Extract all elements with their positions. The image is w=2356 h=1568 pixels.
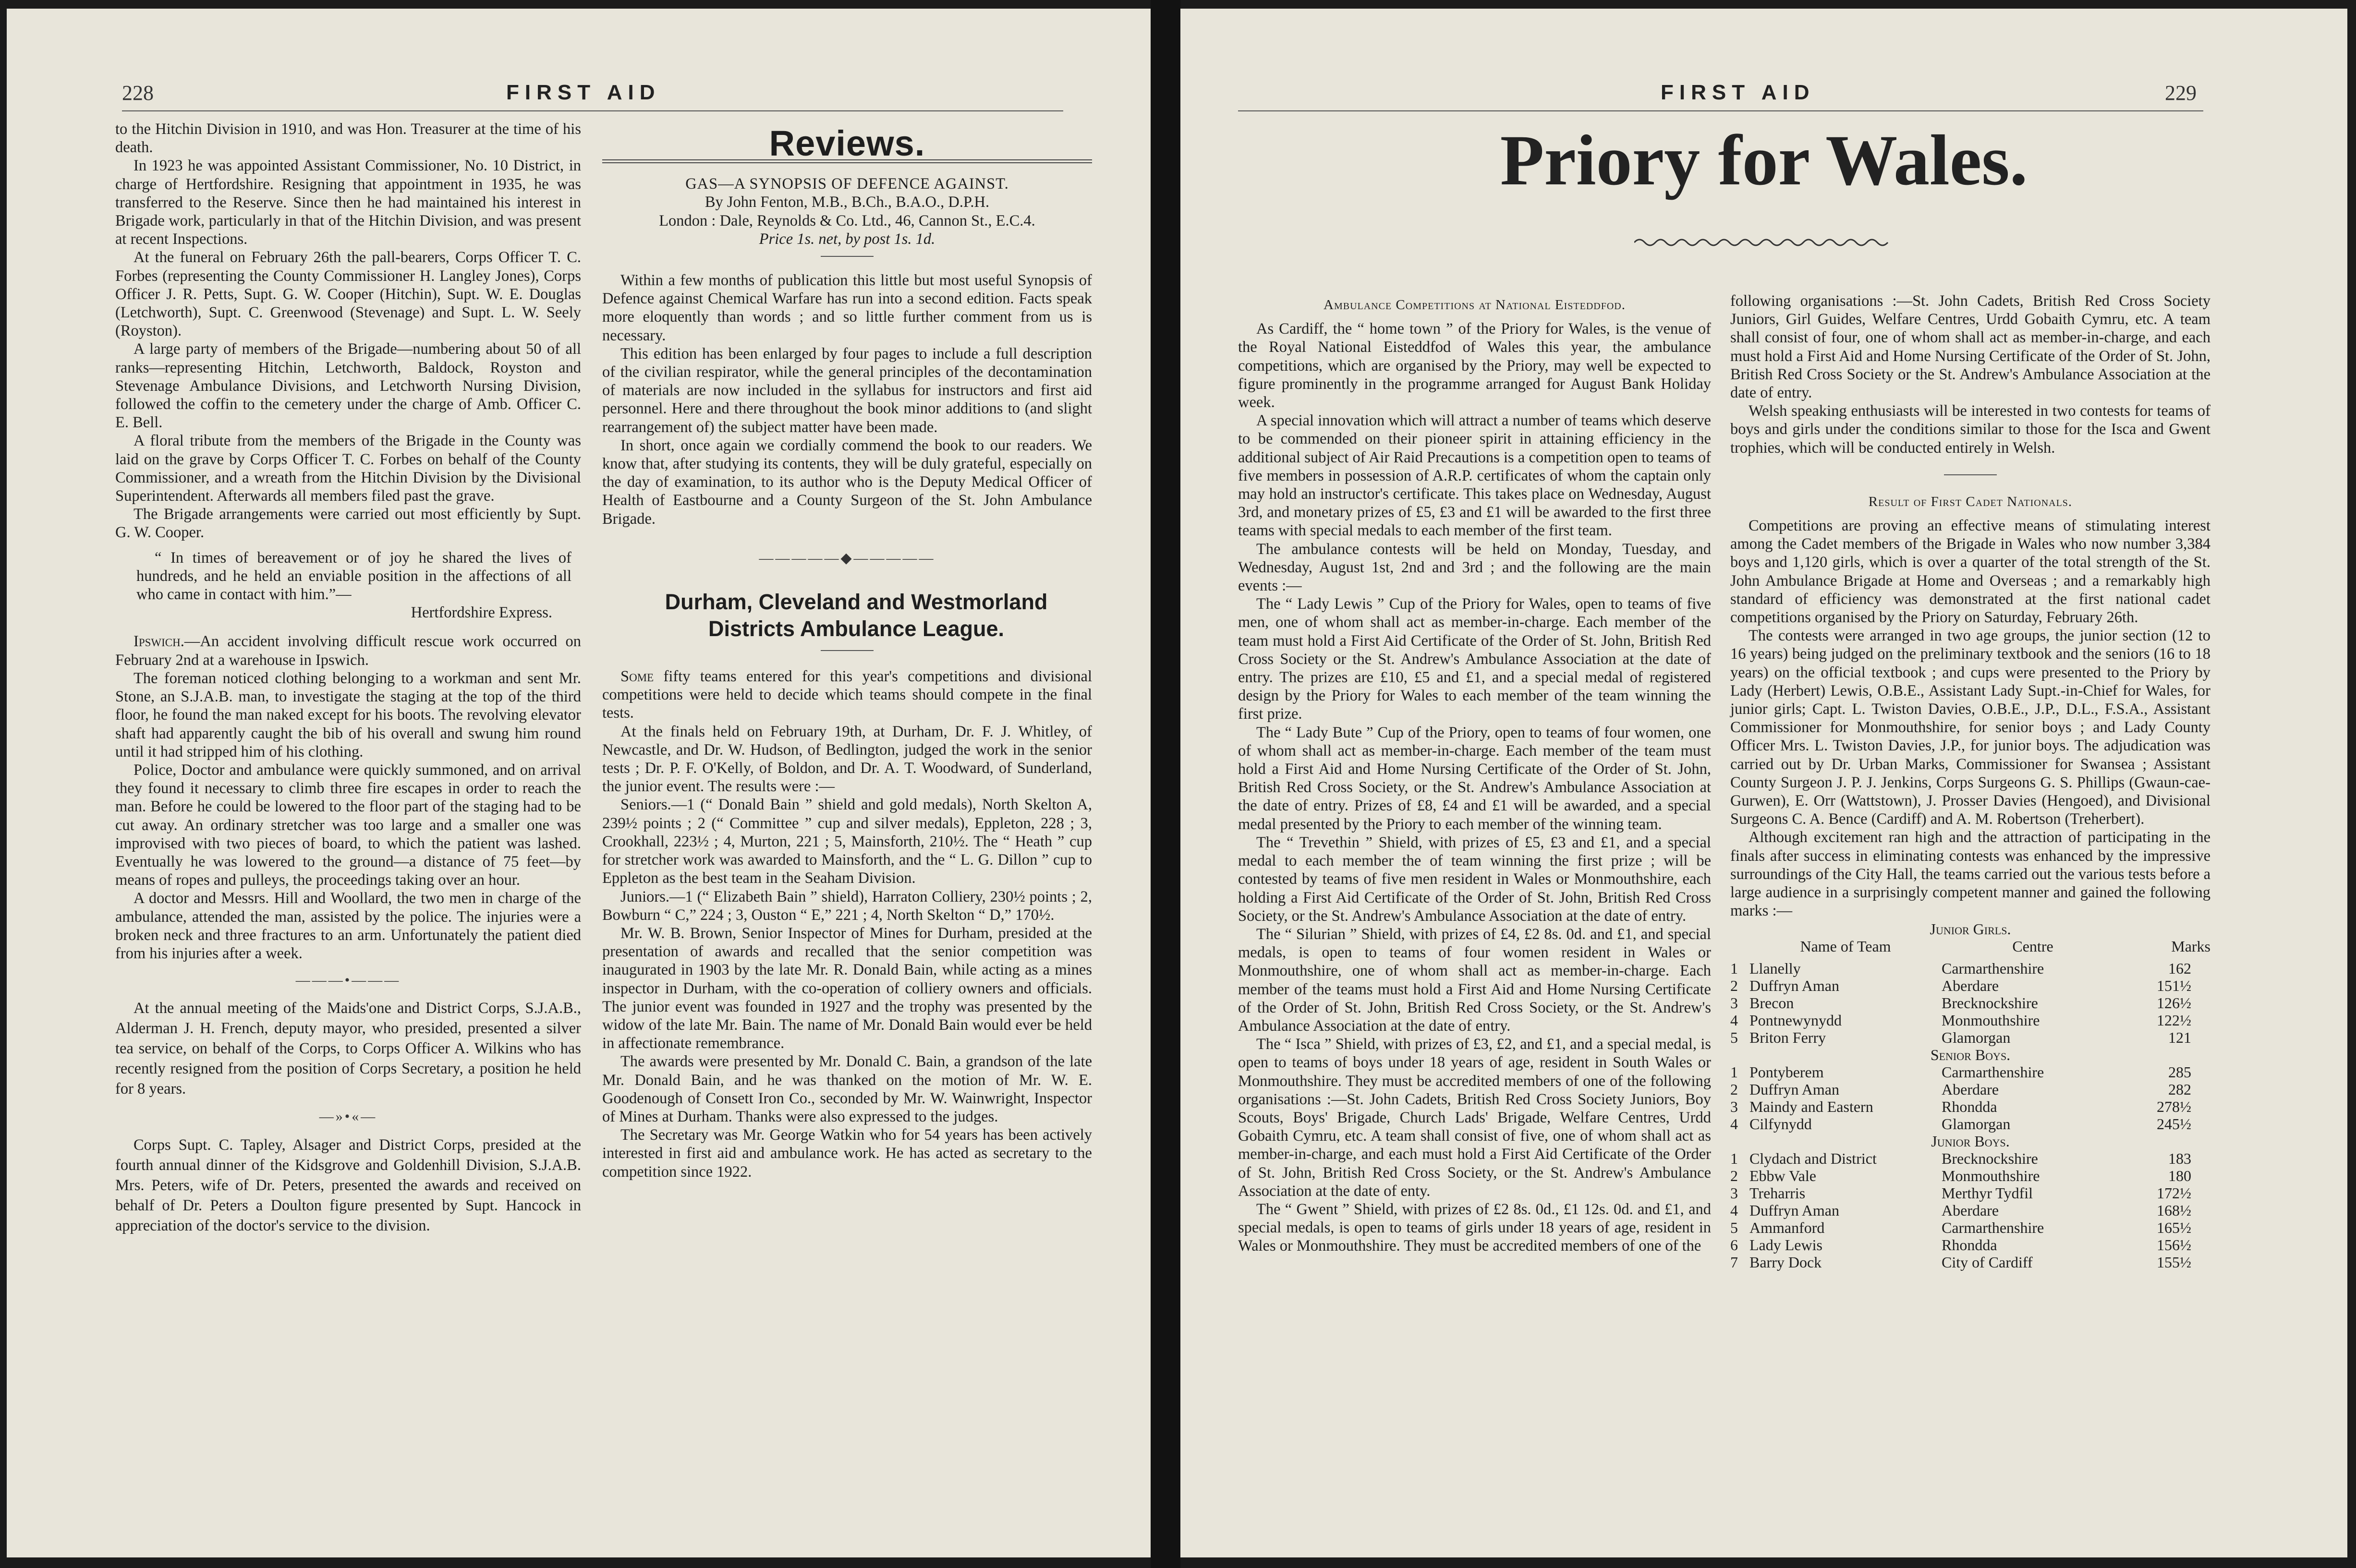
table-row: 4 Duffryn Aman Aberdare 168½ xyxy=(1730,1201,2191,1219)
table-row: 2 Duffryn Aman Aberdare 282 xyxy=(1730,1080,2191,1098)
group-label: Junior Girls. xyxy=(1930,920,2011,938)
table-row: 5 Ammanford Carmarthenshire 165½ xyxy=(1730,1218,2191,1236)
book-author: By John Fenton, M.B., B.Ch., B.A.O., D.P.H. xyxy=(704,193,990,211)
group-label: Senior Boys. xyxy=(1930,1046,2011,1063)
left-column-2 xyxy=(602,123,1092,1181)
paragraph: The ambulance contests will be held on Monday, Tuesday, and Wednesday, August 1st, 2nd and 3rd ; and the following are the main events :— xyxy=(1238,540,1711,595)
tapley-paragraph: Corps Supt. C. Tapley, Alsager and District Corps, presided at the fourth annual dinner of the Kidsgrove and Goldenhill Division, S.J.A.B. Mrs. Peters, wife of Dr. Peters, presented the awards and received on behalf of Dr. Peters a Doulton figure presented by Supt. Hancock in appreciation of the doctor's service to the division. xyxy=(115,1136,581,1234)
divider-ornament: ———•——— xyxy=(295,972,401,989)
short-rule xyxy=(821,650,874,651)
book-publisher: London : Dale, Reynolds & Co. Ltd., 46, Cannon St., E.C.4. xyxy=(659,212,1035,229)
obituary-quote: “ In times of bereavement or of joy he shared the lives of hundreds, and he held an enviable position in the affections of all who came in contact with him.”— xyxy=(136,549,571,603)
results-table xyxy=(1730,920,2210,1271)
table-row: 4 Pontnewynydd Monmouthshire 122½ xyxy=(1730,1011,2191,1029)
book-title: GAS—A SYNOPSIS OF DEFENCE AGAINST. xyxy=(685,175,1009,193)
paragraph: The “ Isca ” Shield, with prizes of £3, £2, and £1, and a special medal, is open to teams of boys under 18 years of age, resident in South Wales or Monmouthshire. They must be accredited members of one of the following organisations :—St. John Cadets, British Red Cross Society Juniors, Boy Scouts, Boys' Brigade, Church Lads' Brigade, Welfare Centres, Urdd Gobaith Cymru, etc. A team shall consist of five, one of whom shall act as member-in-charge, and each must hold a First Aid Certificate of the Order of St. John, British Red Cross Society, or the St. Andrew's Ambulance Association at the date of enty. xyxy=(1238,1036,1711,1200)
divider-ornament: —————◆————— xyxy=(759,550,935,566)
paragraph: At the funeral on February 26th the pall-bearers, Corps Officer T. C. Forbes (representing the County Commissioner H. Langley Jones), Corps Officer J. R. Petts, Supt. G. W. Cooper (Hitchin), Supt. W. E. Douglas (Letchworth), Supt. C. Greenwood (Stevenage) and Supt. L. W. Seely (Royston). xyxy=(115,249,581,340)
table-row: 1 Llanelly Carmarthenshire 162 xyxy=(1730,959,2191,977)
paragraph: The “ Lady Bute ” Cup of the Priory, open to teams of four women, one of whom shall act as member-in-charge. Each member of the team must hold a First Aid and Home Nursing Certificate of the Order of St. John, British Red Cross Society, or the St. Andrew's Ambulance Association at the date of entry. Prizes of £8, £4 and £1 will be awarded, and a special medal presented by the Priory to each member of the winning team. xyxy=(1238,724,1711,833)
reviews-title: Reviews. xyxy=(769,123,925,163)
paragraph: The Brigade arrangements were carried out most efficiently by Supt. G. W. Cooper. xyxy=(115,506,581,542)
league-paragraph: The Secretary was Mr. George Watkin who for 54 years has been actively interested in first aid and ambulance work. He has acted as secretary to the competition since 1922. xyxy=(602,1126,1092,1181)
paragraph: The contests were arranged in two age groups, the junior section (12 to 16 years) being judged on the preliminary textbook and the seniors (16 to 18 years) on the official textbook ; and cups were presented to the Priory by Lady (Herbert) Lewis, O.B.E., Assistant Lady Supt.-in-Chief for Wales, for junior girls; Capt. L. Twiston Davies, O.B.E., J.P., D.L., F.S.A., Assistant Commissioner for Monmouthshire, for senior boys ; and Lady County Officer Mrs. L. Twiston Davies, J.P., for junior boys. The adjudication was carried out by Dr. Urban Marks, Commissioner for Swansea ; Assistant County Surgeon J. P. J. Jenkins, Corps Surgeons G. S. Phillips (Gwaun-cae-Gurwen), E. Orr (Wattstown), J. Prosser Davies (Hengoed), and Divisional Surgeons C. A. Bence (Cardiff) and A. M. Robertson (Treherbert). xyxy=(1730,627,2210,828)
table-header-row xyxy=(1730,938,2210,960)
running-head-left: FIRST AID xyxy=(506,81,661,104)
table-row: 4 Cilfynydd Glamorgan 245½ xyxy=(1730,1115,2191,1133)
league-paragraph: Mr. W. B. Brown, Senior Inspector of Mines for Durham, presided at the presentation of awards and recalled that the senior competition was inaugurated in 1903 by the late Mr. R. Donald Bain, while acting as a mines inspector in Durham, with the co-operation of colliery owners and officials. The junior event was founded in 1927 and the trophy was presented by the widow of the late Mr. Bain. The name of Mr. Donald Bain would ever be held in affectionate remembrance. xyxy=(602,924,1092,1052)
header-rule-right xyxy=(1238,110,2203,111)
league-intro: Some fifty teams entered for this year's competitions and divisional competitions were held to decide which teams should compete in the final tests. xyxy=(602,668,1092,722)
paragraph: The foreman noticed clothing belonging to a workman and sent Mr. Stone, an S.J.A.B. man, to investigate the staging at the top of the third floor, he found the man naked except for his boots. The revolving elevator shaft had apparently caught the bib of his overall and swung him round until it had stripped him of his clothing. xyxy=(115,669,581,760)
short-rule xyxy=(1944,474,1997,475)
paragraph: The “ Lady Lewis ” Cup of the Priory for Wales, open to teams of five men, one of whom shall act as member-in-charge. Each member of the team must hold a First Aid Certificate of the Order of St. John, British Red Cross Society or the St. Andrew's Ambulance Association at the date of entry. The prizes are £10, £5 and £1, and a special medal of registered design by the Priory for Wales to each member of the team winning the first prize. xyxy=(1238,595,1711,723)
league-title-line-2: Districts Ambulance League. xyxy=(708,616,1004,641)
group-label: Junior Boys. xyxy=(1931,1132,2010,1150)
table-row: 7 Barry Dock City of Cardiff 155½ xyxy=(1730,1253,2191,1271)
column-header-marks: Marks xyxy=(2171,937,2210,955)
table-row: 1 Clydach and District Brecknockshire 183 xyxy=(1730,1149,2191,1167)
group-heading-row xyxy=(1730,1046,2210,1063)
paragraph: Police, Doctor and ambulance were quickly summoned, and on arrival they found it necessary to climb three fire escapes in order to reach the man. Before he could be lowered to the floor part of the staging had to be cut away. An ordinary stretcher was too large and a smaller one was improvised with two pieces of board, to which the patient was lashed. Eventually he was lowered to the ground—a distance of 75 feet—by means of ropes and pulleys, the proceedings taking over an hour. xyxy=(115,761,581,889)
paragraph: A doctor and Messrs. Hill and Woollard, the two men in charge of the ambulance, attended the man, assisted by the police. The injuries were a broken neck and three fractures to an arm. Unfortunately the patient died from his injuries after a week. xyxy=(115,890,581,962)
table-row: 3 Treharris Merthyr Tydfil 172½ xyxy=(1730,1184,2191,1202)
book-gutter xyxy=(1151,0,1180,1568)
league-paragraph: Juniors.—1 (“ Elizabeth Bain ” shield), Harraton Colliery, 230½ points ; 2, Bowburn “ C,” 224 ; 3, Ouston “ E,” 221 ; 4, North Skelton “ D,” 170½. xyxy=(602,888,1092,924)
right-column-2 xyxy=(1730,292,2210,1271)
wave-ornament-icon xyxy=(1634,235,1894,250)
league-lead: Some xyxy=(620,668,654,686)
paragraph: A floral tribute from the members of the Brigade in the County was laid on the grave by Corps Officer T. C. Forbes on behalf of the County Commissioner, and a wreath from the Hitchin Division by the Divisional Superintendent. Afterwards all members filed past the grave. xyxy=(115,432,581,505)
paragraph: A special innovation which will attract a number of teams which deserve to be commended on their pioneer spirit in attaining efficiency in the additional subject of Air Raid Precautions is a competition open to teams of five members in possession of A.R.P. certificates of whom the captain only may hold an instructor's certificate. This takes place on Wednesday, August 3rd, and monetary prizes of £5, £3 and £1 will be awarded to the first three teams with special medals to each member of the first team. xyxy=(1238,412,1711,540)
table-row: 3 Maindy and Eastern Rhondda 278½ xyxy=(1730,1098,2191,1115)
paragraph: Competitions are proving an effective means of stimulating interest among the Cadet members of the Brigade in Wales who now number 3,384 boys and 1,120 girls, which is over a quarter of the total strength of the St. John Ambulance Brigade at Home and Overseas ; and a remarkably high standard of efficiency was demonstrated at the first national cadet competitions organised by the Priory on Saturday, February 26th. xyxy=(1730,517,2210,627)
paragraph: The “ Gwent ” Shield, with prizes of £2 8s. 0d., £1 12s. 0d. and £1, and special medals, is open to teams of girls under 18 years of age, resident in Wales or Monmouthshire. They must be accredited members of one of the xyxy=(1238,1200,1711,1255)
group-heading-row xyxy=(1730,920,2210,938)
paragraph: In 1923 he was appointed Assistant Commissioner, No. 10 District, in charge of Hertfordshire. Resigning that appointment in 1935, he was transferred to the Reserve. Since then he had maintained his interest in Brigade work, particularly in that of the Hitchin Division, and was present at recent Inspections. xyxy=(115,157,581,248)
quote-source: Hertfordshire Express. xyxy=(411,604,552,622)
paragraph: Although excitement ran high and the attraction of participating in the finals after success in eliminating contests was enhanced by the impressive surroundings of the City Hall, the teams carried out the various tests before a large audience in a surprisingly competent manner and gained the following marks :— xyxy=(1730,829,2211,920)
paragraph: Welsh speaking enthusiasts will be interested in two contests for teams of boys and girls under the conditions similar to those for the Isca and Gwent trophies, which will be conducted entirely in Welsh. xyxy=(1730,402,2210,457)
table-row: 1 Pontyberem Carmarthenshire 285 xyxy=(1730,1063,2191,1081)
maidstone-paragraph: At the annual meeting of the Maids'one and District Corps, S.J.A.B., Alderman J. H. French, deputy mayor, who presided, presented a silver tea service, on behalf of the Corps, to Corps Officer A. Wilkins who has recently resigned from the position of Corps Secretary, a position he held for 8 years. xyxy=(115,1000,581,1098)
column-header-centre: Centre xyxy=(2012,937,2053,955)
group-heading-row xyxy=(1730,1133,2210,1150)
running-head-right: FIRST AID xyxy=(1661,81,1815,104)
table-row: 2 Ebbw Vale Monmouthshire 180 xyxy=(1730,1167,2191,1184)
article-title: Priory for Wales. xyxy=(1500,121,2028,200)
paragraph: following organisations :—St. John Cadets, British Red Cross Society Juniors, Girl Guides, Welfare Centres, Urdd Gobaith Cymru, etc. A team shall consist of four, one of whom shall act as member-in-charge, and each must hold a First Aid and Home Nursing Certificate of the Order of St. John, British Red Cross Society or the St. Andrew's Ambulance Association at the date of entry. xyxy=(1730,292,2210,402)
league-title-line-1: Durham, Cleveland and Westmorland xyxy=(665,590,1048,615)
league-paragraph: At the finals held on February 19th, at Durham, Dr. F. J. Whitley, of Newcastle, and Dr. W. Hudson, of Bedlington, judged the work in the senior tests ; Dr. P. F. O'Kelly, of Boldon, and Dr. A. T. Woodward, of Sunderland, the junior event. The results were :— xyxy=(602,723,1092,796)
left-page xyxy=(7,9,1151,1557)
paragraph: The “ Trevethin ” Shield, with prizes of £5, £3 and £1, and a special medal to each member the of team winning the first prize ; will be contested by teams of five men resident in Wales or Monmouthshire, each holding a First Aid Certificate of the Order of St. John, British Red Cross Society, or the St. Andrew's Ambulance Association at the date of entry. xyxy=(1238,833,1711,925)
book-price: Price 1s. net, by post 1s. 1d. xyxy=(759,230,935,248)
divider-ornament: —»•«— xyxy=(319,1109,377,1125)
page-number-left: 228 xyxy=(122,81,154,105)
short-rule xyxy=(821,256,874,257)
table-row: 6 Lady Lewis Rhondda 156½ xyxy=(1730,1236,2191,1254)
paragraph: As Cardiff, the “ home town ” of the Priory for Wales, is the venue of the Royal National Eisteddfod of Wales this year, the ambulance competitions, which are organised by the Priory, may well be expected to figure prominently in the programme arranged for August Bank Holiday week. xyxy=(1238,320,1711,411)
page-number-right: 229 xyxy=(2165,81,2197,105)
table-row: 3 Brecon Brecknockshire 126½ xyxy=(1730,994,2191,1012)
section-heading: Ambulance Competitions at National Eisteddfod. xyxy=(1324,297,1626,313)
paragraph: A large party of members of the Brigade—numbering about 50 of all ranks—representing Hitchin, Letchworth, Baldock, Royston and Stevenage Ambulance Divisions, and Letchworth Nursing Division, followed the coffin to the cemetery under the charge of Amb. Officer C. E. Bell. xyxy=(115,340,581,432)
review-paragraph: In short, once again we cordially commend the book to our readers. We know that, after studying its contents, they will be duly grateful, especially on the day of examination, to its author who is the Deputy Medical Officer of Health of Eastbourne and a County Surgeon of the St. John Ambulance Brigade. xyxy=(602,436,1092,528)
column-header-team: Name of Team xyxy=(1800,937,1891,955)
paragraph: to the Hitchin Division in 1910, and was Hon. Treasurer at the time of his death. xyxy=(115,121,581,157)
league-paragraph: Seniors.—1 (“ Donald Bain ” shield and gold medals), North Skelton A, 239½ points ; 2 (“ Committee ” cup and silver medals), Eppleton, 228 ; 3, Crookhall, 223½ ; 4, Murton, 221 ; 5, Mainsforth, 210½. The “ Heath ” cup for stretcher work was awarded to Mainsforth, and the “ L. G. Dillon ” cup to Eppleton as the best team in the Seaham Division. xyxy=(602,796,1092,887)
title-ornament xyxy=(1180,235,2347,252)
left-column-1 xyxy=(115,120,581,1236)
header-rule-left xyxy=(122,110,1063,111)
review-paragraph: This edition has been enlarged by four pages to include a full description of the civilian respirator, while the general principles of the decontamination of materials are now included in the syllabus for instructors and first aid personnel. Here and there throughout the book minor additions to (and slight rearrangement of) the subject matter have been made. xyxy=(602,345,1092,436)
right-column-1 xyxy=(1238,292,1711,1255)
section-heading: Result of First Cadet Nationals. xyxy=(1868,494,2073,509)
table-row: 2 Duffryn Aman Aberdare 151½ xyxy=(1730,977,2191,994)
table-row: 5 Briton Ferry Glamorgan 121 xyxy=(1730,1028,2191,1046)
ipswich-lead: Ipswich. xyxy=(134,633,184,651)
league-paragraph: The awards were presented by Mr. Donald C. Bain, a grandson of the late Mr. Donald Bain, and he was thanked on the motion of Mr. W. E. Goodenough of Consett Iron Co., seconded by Mr. W. Wainwright, Inspector of Mines at Durham. Thanks were also expressed to the judges. xyxy=(602,1053,1092,1125)
right-page xyxy=(1180,9,2347,1557)
review-paragraph: Within a few months of publication this little but most useful Synopsis of Defence against Chemical Warfare has run into a second edition. Facts speak more eloquently than words ; and so little further comment from us is necessary. xyxy=(602,272,1092,344)
paragraph: The “ Silurian ” Shield, with prizes of £4, £2 8s. 0d. and £1, and special medals, is open to teams of four women resident in Wales or Monmouthshire, one of whom shall act as member-in-charge. Each member of the teams must hold a First Aid and Home Nursing Certificate of the Order of St. John, British Red Cross Society, or the St. Andrew's Ambulance Association at the date of entry. xyxy=(1238,925,1711,1035)
ipswich-paragraph: Ipswich.—An accident involving difficult rescue work occurred on February 2nd at a warehouse in Ipswich. xyxy=(115,633,581,669)
